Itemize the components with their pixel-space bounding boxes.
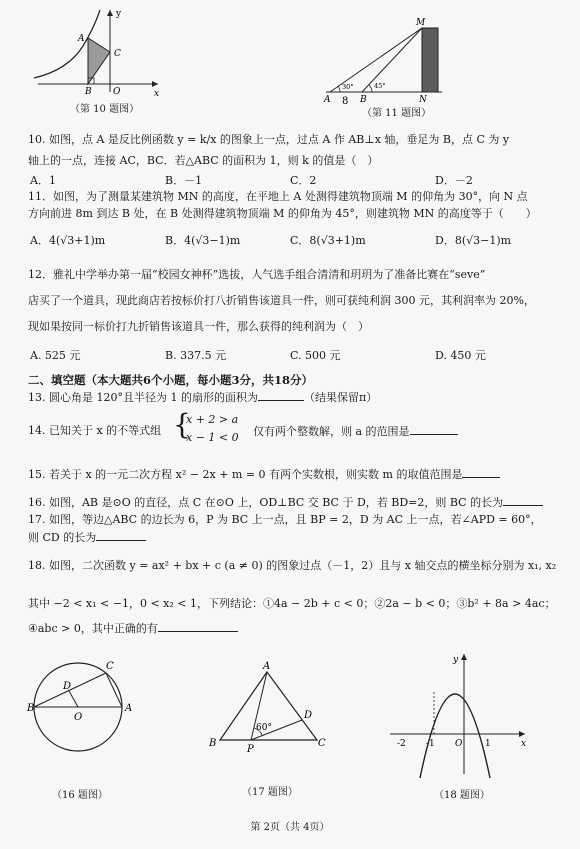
fig10-label-x: x — [154, 89, 160, 99]
q15-text: 15. 若关于 x 的一元二次方程 x² − 2x + m = 0 有两个实数根，则实数 m 的取值范围是 — [28, 468, 463, 481]
q12-line3: 现如果按同一标价打九折销售该道具一件，那么获得的纯利润为（ ） — [28, 320, 369, 333]
fig17-label-d: D — [304, 710, 313, 721]
fig10-label-a: A — [78, 34, 85, 44]
fig18-caption: （18 题图） — [434, 790, 490, 801]
fig10-label-o: O — [113, 87, 121, 97]
fig10-label-b: B — [85, 87, 92, 97]
fig18-label-neg2: -2 — [397, 739, 406, 749]
fig11-line-bm — [362, 28, 422, 92]
fig10-y-arrow — [107, 10, 113, 16]
q17-line1: 17. 如图，等边△ABC 的边长为 6，P 为 BC 上一点，且 BP = 2，D 为 AC 上一点，若∠APD = 60°， — [28, 513, 542, 526]
fig11-label-b: B — [360, 95, 367, 105]
figure-11 — [322, 12, 452, 107]
q11-line2: 方向前进 8m 到达 B 处，在 B 处测得建筑物顶端 M 的仰角为 45°，则建筑物 MN 的高度等于（ ） — [28, 207, 537, 220]
fig11-label-a: A — [324, 95, 331, 105]
q17-line2: 则 CD 的长为 — [28, 531, 97, 544]
fig10-label-y: y — [116, 9, 122, 19]
q14-inequality-2: x − 1 < 0 — [186, 431, 239, 444]
fig16-segment-od — [69, 691, 78, 707]
q15-answer-blank — [462, 467, 500, 478]
fig18-label-o: O — [455, 739, 463, 749]
q11-option-b: B．4(√3−1)m — [165, 234, 241, 247]
fig11-angle-arc-a — [338, 86, 340, 92]
fig16-label-a: A — [125, 703, 133, 714]
q10-option-d: D．－2 — [435, 174, 473, 187]
figure-10 — [28, 4, 168, 99]
fig16-label-c: C — [106, 661, 114, 672]
page-footer: 第 2页（共 4页） — [250, 822, 330, 833]
q12-line1: 12．雅礼中学举办第一届“校园女神杯”选拔，人气选手组合清清和玥玥为了准备比赛在“seve” — [28, 268, 486, 281]
q10-line2: 轴上的一点，连接 AC，BC．若△ABC 的面积为 1，则 k 的值是（ ） — [28, 154, 379, 167]
figure-17 — [205, 660, 330, 760]
fig18-y-arrow — [461, 654, 467, 660]
fig10-label-c: C — [114, 49, 121, 59]
fig16-label-o: O — [74, 712, 83, 723]
q13-line — [28, 390, 558, 405]
fig11-label-n: N — [419, 95, 427, 105]
q11-line1: 11．如图，为了测量某建筑物 MN 的高度，在平地上 A 处测得建筑物顶端 M 的仰角为 30°，向 N 点 — [28, 190, 528, 203]
q11-option-d: D．8(√3−1)m — [435, 234, 512, 247]
q14-post-line — [253, 424, 458, 439]
q16-answer-blank — [503, 495, 543, 506]
fig11-angle-arc-b — [369, 85, 372, 92]
fig16-label-d: D — [63, 681, 72, 692]
q10-line1: 10. 如图，点 A 是反比例函数 y = k/x 的图象上一点，过点 A 作 AB⊥x 轴，垂足为 B，点 C 为 y — [28, 133, 510, 146]
q14-brace: { — [173, 408, 191, 441]
q14-answer-blank — [410, 424, 458, 435]
fig10-x-arrow — [152, 81, 158, 87]
figure-16 — [28, 655, 153, 765]
q14-inequality-1: x + 2 > a — [186, 413, 239, 426]
fig11-label-8: 8 — [342, 96, 349, 107]
fig17-label-p: P — [247, 744, 254, 755]
figure-18 — [385, 650, 535, 780]
fig17-label-60: 60° — [256, 723, 272, 733]
fig11-building — [422, 28, 438, 92]
q18-line3: ④abc > 0，其中正确的有 — [28, 622, 158, 635]
q13-tail: （结果保留π） — [303, 391, 378, 404]
fig17-label-c: C — [318, 738, 326, 749]
fig18-label-1: 1 — [485, 739, 491, 749]
q10-option-b: B．－1 — [165, 174, 203, 187]
q12-option-a: A. 525 元 — [30, 349, 81, 362]
q11-option-c: C．8(√3+1)m — [290, 234, 366, 247]
q16-text: 16. 如图，AB 是⊙O 的直径，点 C 在⊙O 上，OD⊥BC 交 BC 于 D，若 BD=2，则 BC 的长为 — [28, 496, 504, 509]
fig18-label-neg1: -1 — [426, 739, 435, 749]
q13-text: 13. 圆心角是 120°且半径为 1 的扇形的面积为 — [28, 391, 258, 404]
section-2-heading: 二、填空题（本大题共6个小题，每小题3分，共18分） — [28, 373, 314, 387]
q18-answer-blank — [158, 621, 238, 632]
fig18-label-y: y — [453, 655, 459, 665]
fig16-label-b: B — [27, 703, 35, 714]
q18-line2: 其中 −2 < x₁ < −1，0 < x₂ < 1，下列结论：①4a − 2b + c < 0；②2a − b < 0；③b² + 8a > 4ac； — [28, 597, 556, 610]
q17-answer-blank — [96, 530, 146, 541]
fig17-label-b: B — [209, 738, 217, 749]
q11-option-a: A．4(√3+1)m — [30, 234, 106, 247]
q17-line2-wrap — [28, 530, 558, 545]
fig18-x-arrow — [519, 731, 525, 737]
q12-option-c: C. 500 元 — [290, 349, 341, 362]
q10-option-a: A．1 — [30, 174, 56, 187]
fig17-label-a: A — [263, 661, 271, 672]
q13-answer-blank — [258, 390, 304, 401]
fig16-chord-ca — [106, 673, 122, 707]
fig10-triangle-abc — [88, 38, 110, 84]
q12-option-d: D. 450 元 — [435, 349, 486, 362]
fig18-parabola — [420, 694, 490, 778]
fig18-label-x: x — [521, 739, 527, 749]
q12-line2: 店买了一个道具，现此商店若按标价打八折销售该道具一件，则可获纯利润 300 元，其利润率为 20%， — [28, 294, 535, 307]
q14-post: 仅有两个整数解，则 a 的范围是 — [253, 425, 410, 438]
q14-pre: 14. 已知关于 x 的不等式组 — [28, 424, 162, 437]
q10-option-c: C．2 — [290, 174, 317, 187]
fig11-label-45: 45° — [374, 82, 386, 90]
q18-line3-wrap — [28, 621, 558, 636]
fig16-caption: （16 题图） — [52, 790, 108, 801]
q18-line1: 18. 如图，二次函数 y = ax² + bx + c (a ≠ 0) 的图象过点（－1，2）且与 x 轴交点的横坐标分别为 x₁, x₂ — [28, 559, 557, 572]
fig11-label-30: 30° — [342, 83, 354, 91]
q15-line — [28, 467, 558, 482]
q16-line — [28, 495, 558, 510]
fig17-caption: （17 题图） — [242, 787, 298, 798]
fig11-label-m: M — [416, 18, 426, 28]
q12-option-b: B. 337.5 元 — [165, 349, 227, 362]
fig11-caption: （第 11 题图） — [362, 108, 432, 119]
fig10-caption: （第 10 题图） — [70, 104, 140, 115]
